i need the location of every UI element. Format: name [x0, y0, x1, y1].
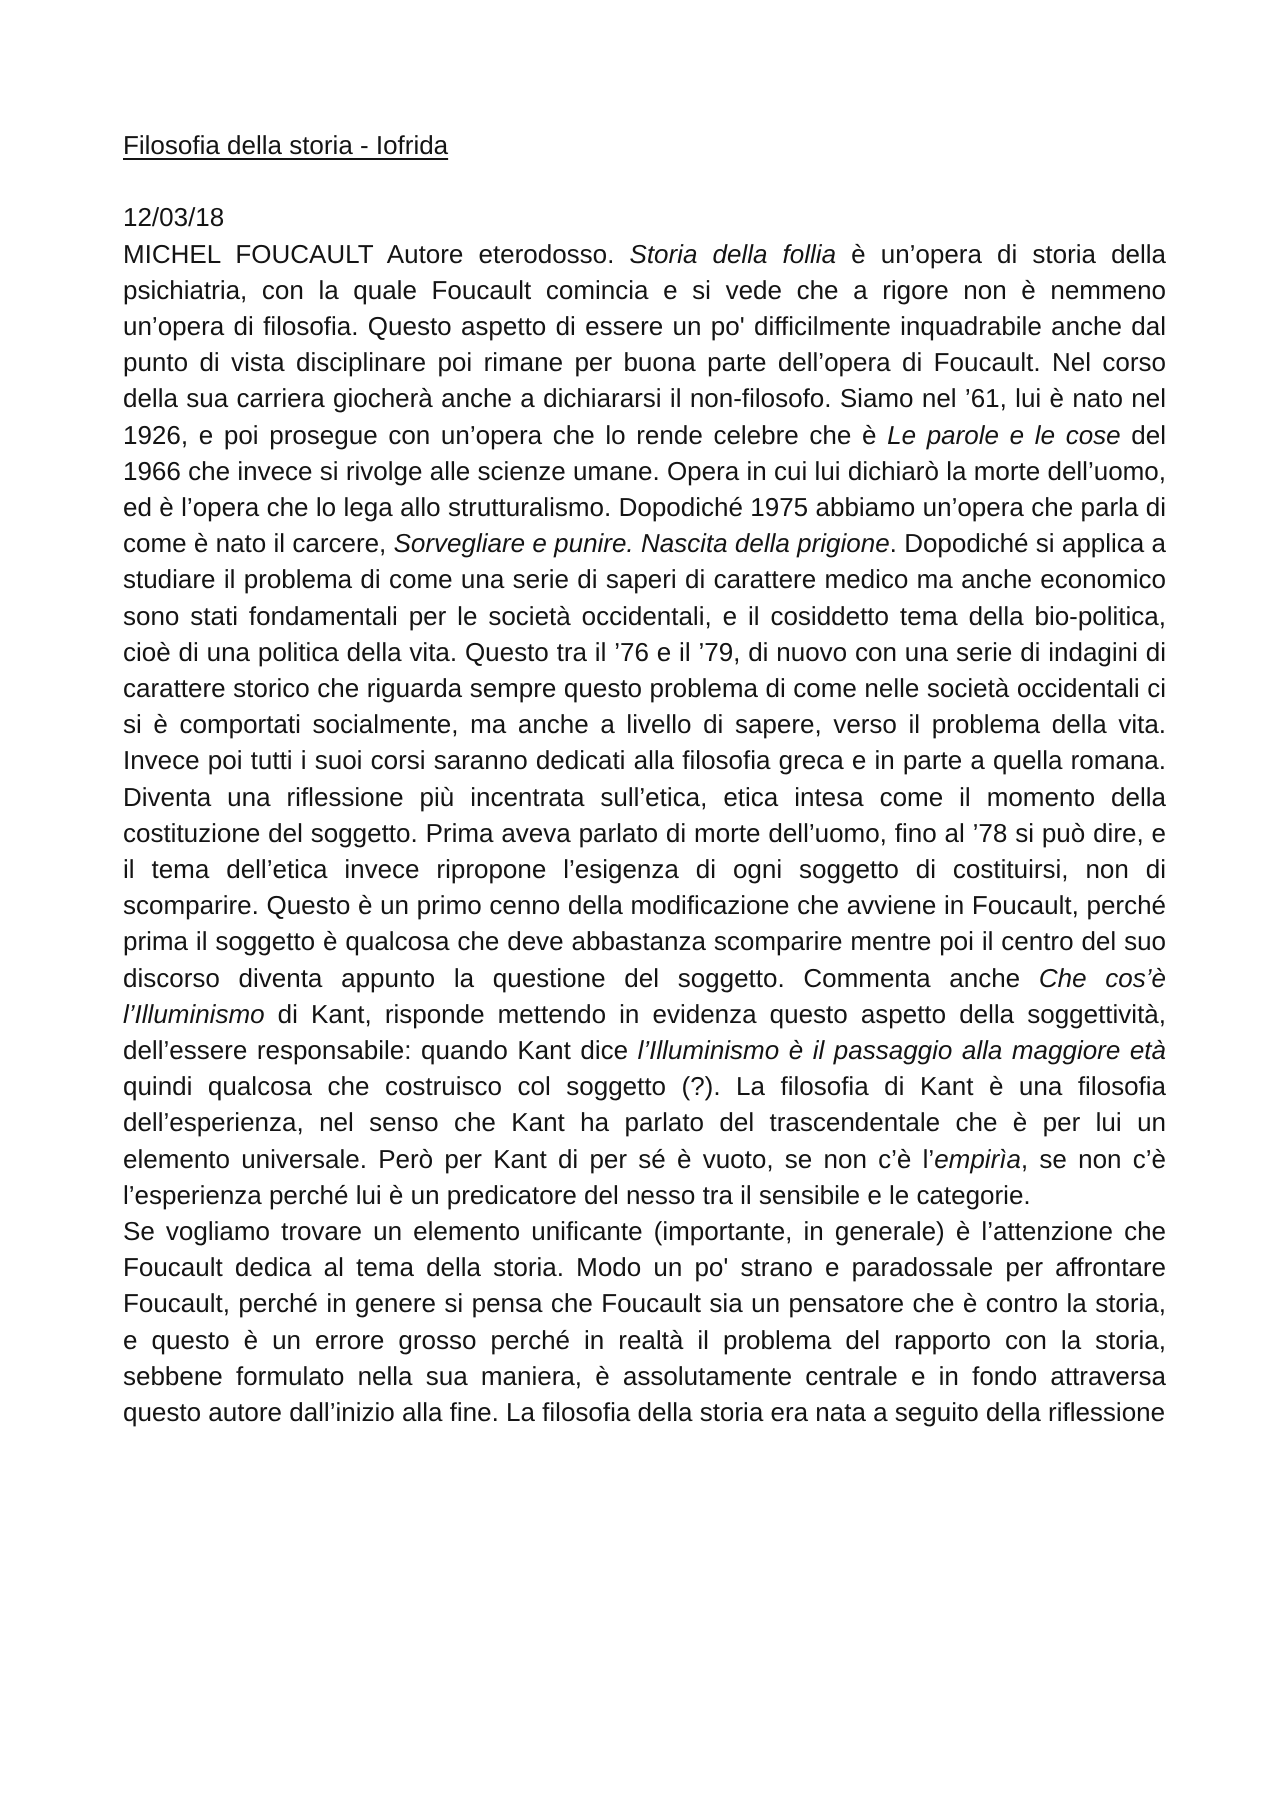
paragraph-list	[123, 236, 1166, 1431]
text-run: di Kant, risponde mettendo in evidenza questo aspetto della soggettività, dell’essere responsabile: quando Kant dice	[123, 998, 1166, 1066]
document-body	[123, 127, 1166, 1430]
paragraph	[123, 236, 1166, 1213]
paragraph	[123, 1213, 1166, 1430]
italic-run: empirìa	[934, 1143, 1021, 1174]
italic-run: Sorvegliare e punire. Nascita della prigione	[393, 528, 890, 559]
document-title: Filosofia della storia - Iofrida	[123, 130, 449, 160]
text-run: , se non c’è l’esperienza perché lui è un predicatore del nesso tra il sensibile e le categorie.	[123, 1143, 1166, 1210]
text-run: Se vogliamo trovare un elemento unificante (importante, in generale) è l’attenzione che Foucault dedica al tema della storia. Modo un po' strano e paradossale per affrontare Foucault, perché in genere si pensa che Foucault sia un pensatore che è contro la storia, e questo è un errore grosso perché in realtà il problema del rapporto con la storia, sebbene formulato nella sua maniera, è assolutamente centrale e in fondo attraversa questo autore dall’inizio alla fine. La filosofia della storia era nata a seguito della riflessione	[123, 1216, 1166, 1428]
text-run: del 1966 che invece si rivolge alle scienze umane. Opera in cui lui dichiarò la morte dell’uomo, ed è l’opera che lo lega allo strutturalismo. Dopodiché 1975 abbiamo un’opera che parla di come è nato il carcere,	[123, 419, 1166, 559]
italic-run: Le parole e le cose	[887, 419, 1121, 450]
text-run: MICHEL FOUCAULT Autore eterodosso.	[123, 238, 630, 269]
italic-run: Storia della follia	[629, 238, 837, 269]
text-run: quindi qualcosa che costruisco col soggetto (?). La filosofia di Kant è una filosofia dell’esperienza, nel senso che Kant ha parlato del trascendentale che è per lui un elemento universale. Però per Kant di per sé è vuoto, se non c’è l’	[123, 1071, 1166, 1174]
italic-run: Che cos’è l’Illuminismo	[123, 962, 1166, 1029]
text-run: . Dopodiché si applica a studiare il problema di come una serie di saperi di carattere medico ma anche economico sono stati fondamentali per le società occidentali, e il cosiddetto tema della bio-politica, cioè di una politica della vita. Questo tra il ’76 e il ’79, di nuovo con una serie di indagini di carattere storico che riguarda sempre questo problema di come nelle società occidentali ci si è comportati socialmente, ma anche a livello di sapere, verso il problema della vita. Invece poi tutti i suoi corsi saranno dedicati alla filosofia greca e in parte a quella romana. Diventa una riflessione più incentrata sull’etica, etica intesa come il momento della costituzione del soggetto. Prima aveva parlato di morte dell’uomo, fino al ’78 si può dire, e il tema dell’etica invece ripropone l’esigenza di ogni soggetto di costituirsi, non di scomparire. Questo è un primo cenno della modificazione che avviene in Foucault, perché prima il soggetto è qualcosa che deve abbastanza scomparire mentre poi il centro del suo discorso diventa appunto la questione del soggetto. Commenta anche	[123, 528, 1167, 993]
blank-line	[123, 163, 1166, 199]
text-run: è un’opera di storia della psichiatria, con la quale Foucault comincia e si vede che a rigore non è nemmeno un’opera di filosofia. Questo aspetto di essere un po' difficilmente inquadrabile anche dal punto di vista disciplinare poi rimane per buona parte dell’opera di Foucault. Nel corso della sua carriera giocherà anche a dichiararsi il non-filosofo. Siamo nel ’61, lui è nato nel 1926, e poi prosegue con un’opera che lo rende celebre che è	[123, 238, 1167, 450]
italic-run: l’Illuminismo è il passaggio alla maggiore età	[637, 1035, 1166, 1066]
lecture-date: 12/03/18	[123, 202, 225, 233]
